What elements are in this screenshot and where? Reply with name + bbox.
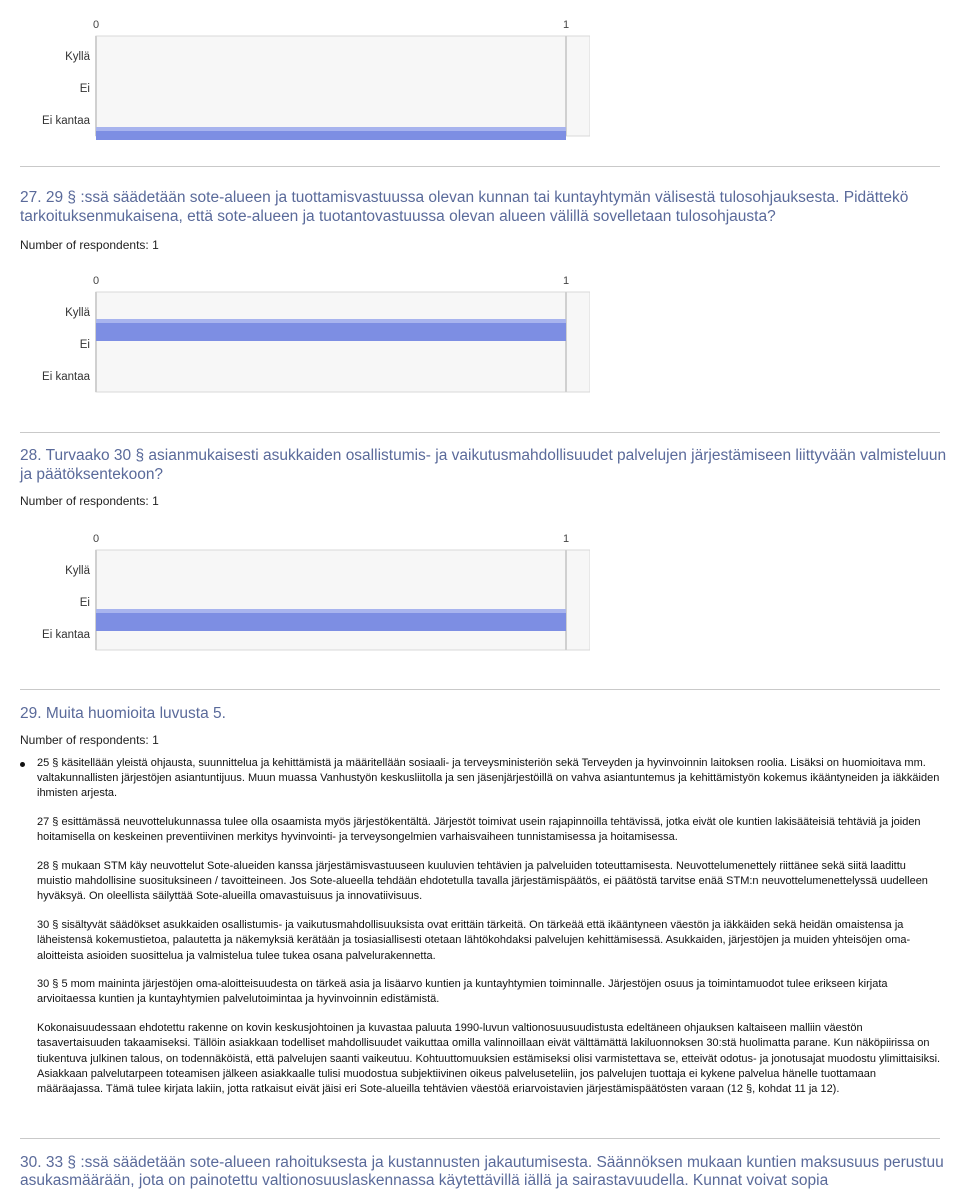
bar-highlight [96, 609, 566, 613]
question-28-title: 28. Turvaako 30 § asianmukaisesti asukkaiden osallistumis- ja vaikutusmahdollisuudet palvelujen järjestämiseen liittyvään valmisteluun ja päätöksentekoon? [20, 447, 947, 483]
category-label: Kyllä [65, 51, 90, 63]
answer-paragraph: Kokonaisuudessaan ehdotettu rakenne on kovin keskusjohtoinen ja kuvastaa paluuta 1990-luvun valtionosuusuudistusta edeltäneen ohjauksen kaltaiseen malliin väestön tasavertaisuuden takaamiseksi. Tällöin asiakkaan todelliset mahdollisuudet vaikuttaa omilla valinnoillaan eivät välttämättä lakiluonnoksen 30:stä huolimatta parane. Kun näköpiirissa on tiukentuva julkinen talous, on todennäköistä, että palvelujen saanti vaikeutuu. Kohtuuttomuuksien estämiseksi olisi varmistettava se, etteivät odotus- ja jonotusajat muodostu ylimittaisiksi. Asiakkaan palvelutarpeen toteamisen jälkeen asiakkaalle tulisi muodostua subjektiivinen oikeus palveluseteliin, jos palvelujen tuottaja ei kykene palvelua hänelle tuottamaan määräajassa. Tämä tulee kirjata lakiin, jotta ratkaisut eivät jäisi eri Sote-alueilla tehtävien väestöä eriarvoistavien järjestämispäätösten varaan (12 §, kohdat 11 ja 12). [37, 1022, 941, 1095]
open-answer [37, 756, 942, 1111]
respondent-count: Number of respondents: 1 [20, 238, 159, 252]
respondent-count: Number of respondents: 1 [20, 494, 159, 508]
answer-paragraph: 30 § sisältyvät säädökset asukkaiden osallistumis- ja vaikutusmahdollisuuksista ovat erittäin tärkeitä. On tärkeää että ikääntyneen väestön ja iäkkäiden sekä heidän omaistensa ja läheistensä kokemustietoa, palautetta ja näkemyksiä kerätään ja tosiasiallisesti otetaan lähtökohdaksi palvelujen kehittämisessä. Asukkaiden, järjestöjen ja muiden yhteisöjen oma-aloitteista asioiden suosittelua ja valmistelua tulee tukea osana palvelurakennetta. [37, 919, 911, 962]
respondent-count: Number of respondents: 1 [20, 733, 159, 747]
bar-chart-q28 [38, 530, 590, 654]
category-label: Ei kantaa [42, 629, 90, 641]
category-label: Kyllä [65, 565, 90, 577]
tick-label: 1 [562, 275, 570, 287]
answer-paragraph: 30 § 5 mom maininta järjestöjen oma-aloitteisuudesta on tärkeä asia ja lisäarvo kuntien ja kuntayhtymien toiminnalle. Järjestöjen osuus ja toimintamuodot tulee erikseen kirjata arvioitaessa kuntien ja kuntayhtymien palvelutoimintaa ja hyvinvoinnin edistämistä. [37, 978, 888, 1006]
plot-area [96, 550, 590, 650]
bullet-icon [20, 762, 25, 767]
category-label: Kyllä [65, 307, 90, 319]
divider [20, 166, 940, 167]
bar-highlight [96, 319, 566, 323]
chart-q27 [38, 272, 590, 396]
chart-q26 [38, 0, 590, 140]
divider [20, 689, 940, 690]
tick-label: 0 [92, 275, 100, 287]
divider [20, 432, 940, 433]
bar-highlight [96, 127, 566, 131]
category-label: Ei [79, 83, 90, 95]
tick-label: 0 [92, 19, 100, 31]
category-label: Ei [79, 339, 90, 351]
category-label: Ei kantaa [42, 371, 90, 383]
plot-area [96, 36, 590, 136]
answer-paragraph: 25 § käsitellään yleistä ohjausta, suunnittelua ja kehittämistä ja määritellään sosiaali- ja terveysministeriön sekä Terveyden ja hyvinvoinnin laitoksen roolia. Lisäksi on huomioitava mm. valtakunnallisten järjestöjen asiantuntijuus. Muun muassa Vanhustyön keskusliitolla ja sen jäsenjärjestöillä on vahva asiantuntemus ja kehittämistyön kokemus ikääntyneiden ja iäkkäiden ihmisten arjesta. [37, 757, 940, 800]
answer-paragraph: 28 § mukaan STM käy neuvottelut Sote-alueiden kanssa järjestämisvastuuseen kuuluvien tehtävien ja palveluiden toteuttamisesta. Neuvottelumenettely riittänee sekä siitä laadittu muistio mahdollisine suosituksineen / tavoitteineen. Jos Sote-alueella tehdään ehdotetulla tavalla järjestämispäätös, ei päätöstä tarvitse enää STM:n neuvottelumenettelyssä uudelleen hyväksyä. On oleellista säilyttää Sote-alueilla omavastuisuus ja innovatiivisuus. [37, 860, 928, 903]
question-29-title: 29. Muita huomioita luvusta 5. [20, 705, 226, 722]
bar-chart-q26 [38, 0, 590, 140]
tick-label: 0 [92, 533, 100, 545]
answer-paragraph: 27 § esittämässä neuvottelukunnassa tulee olla osaamista myös järjestökentältä. Järjestöt toimivat usein rajapinnoilla tehtävissä, jotka eivät ole kuntien lakisääteisiä tehtäviä ja joiden hoitamisella on keskeinen preventiivinen merkitys hyvinvointi- ja terveysongelmien varhaisvaiheen tunnistamisessa ja hoitamisessa. [37, 816, 921, 844]
divider [20, 1138, 940, 1139]
chart-q28 [38, 530, 590, 654]
category-label: Ei kantaa [42, 115, 90, 127]
question-30-title: 30. 33 § :ssä säädetään sote-alueen rahoituksesta ja kustannusten jakautumisesta. Säännöksen mukaan kuntien maksusuus perustuu asukasmäärään, jota on painotettu valtionosuuslaskennassa käytettävillä iällä ja sairastavuudella. Kunnat voivat sopia [20, 1154, 944, 1189]
question-27-title: 27. 29 § :ssä säädetään sote-alueen ja tuottamisvastuussa olevan kunnan tai kuntayhtymän välisestä tulosohjauksesta. Pidättekö tarkoituksenmukaisena, että sote-alueen ja tuotantovastuussa olevan alueen välillä sovelletaan tulosohjausta? [20, 189, 909, 225]
category-label: Ei [79, 597, 90, 609]
tick-label: 1 [562, 533, 570, 545]
tick-label: 1 [562, 19, 570, 31]
bar-chart-q27 [38, 272, 590, 396]
plot-area [96, 292, 590, 392]
